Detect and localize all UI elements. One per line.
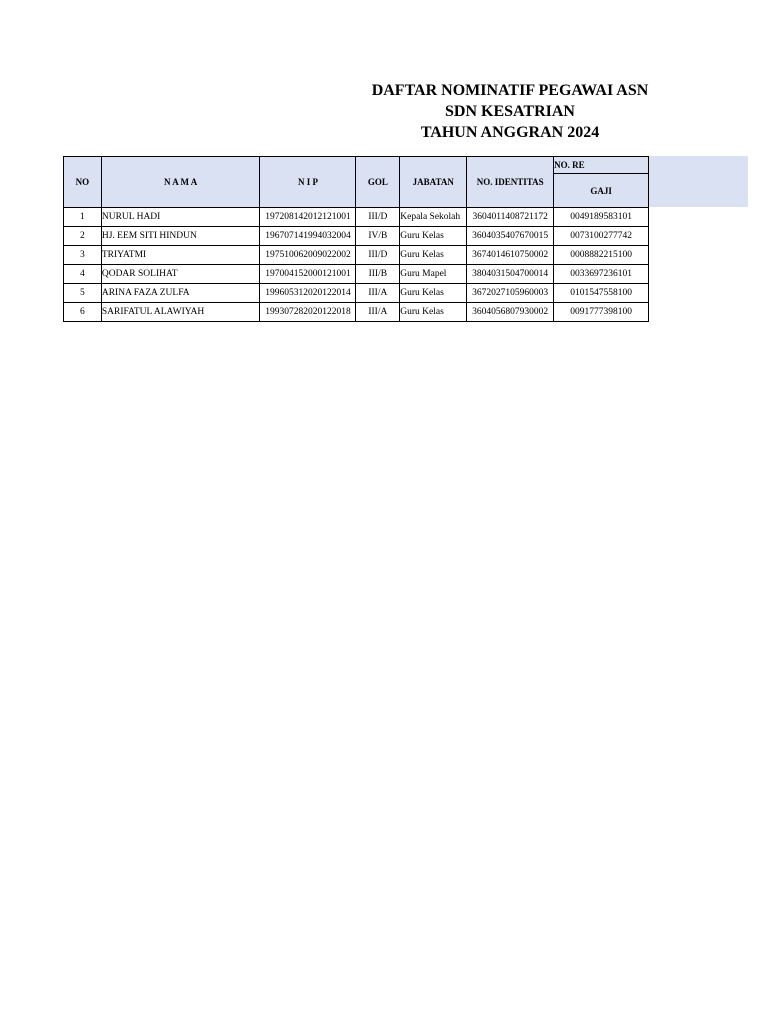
row-nama: NURUL HADI [101,208,260,227]
row-identitas: 3604011408721172 [467,208,554,227]
table-row [64,284,649,303]
row-gol: IV/B [356,227,400,246]
row-no: 2 [64,227,102,246]
header-gol: GOL [356,157,400,208]
row-gol: III/D [356,246,400,265]
row-jabatan: Guru Kelas [400,246,467,265]
header-identitas: NO. IDENTITAS [467,157,554,208]
table-row [64,246,649,265]
row-nip: 196707141994032004 [260,227,356,246]
header-band-overflow [649,156,748,207]
row-gaji: 0101547558100 [554,284,649,303]
row-jabatan: Guru Kelas [400,284,467,303]
row-gol: III/A [356,284,400,303]
header-nama: N A M A [101,157,260,208]
row-identitas: 3804031504700014 [467,265,554,284]
table-row [64,227,649,246]
row-identitas: 3604035407670015 [467,227,554,246]
row-nip: 197004152000121001 [260,265,356,284]
title-line-1: DAFTAR NOMINATIF PEGAWAI ASN [371,82,649,99]
row-nip: 199605312020122014 [260,284,356,303]
row-gol: III/A [356,303,400,322]
title-line-3: TAHUN ANGGRAN 2024 [420,124,600,141]
row-nama: ARINA FAZA ZULFA [101,284,260,303]
row-identitas: 3672027105960003 [467,284,554,303]
row-jabatan: Kepala Sekolah [400,208,467,227]
row-nip: 199307282020122018 [260,303,356,322]
row-identitas: 3604056807930002 [467,303,554,322]
header-gaji: GAJI [554,174,649,208]
title-line-2: SDN KESATRIAN [445,103,575,120]
employee-table [63,156,649,322]
row-jabatan: Guru Kelas [400,303,467,322]
row-jabatan: Guru Mapel [400,265,467,284]
row-nip: 197510062009022002 [260,246,356,265]
header-no: NO [64,157,102,208]
row-gol: III/B [356,265,400,284]
row-gaji: 0073100277742 [554,227,649,246]
document-title [300,80,649,143]
header-jabatan: JABATAN [400,157,467,208]
row-gaji: 0049189583101 [554,208,649,227]
row-nama: QODAR SOLIHAT [101,265,260,284]
row-jabatan: Guru Kelas [400,227,467,246]
row-gaji: 0033697236101 [554,265,649,284]
row-gaji: 0091777398100 [554,303,649,322]
header-nip: N I P [260,157,356,208]
header-no-rekening: NO. RE [554,157,649,174]
row-no: 6 [64,303,102,322]
table-row [64,208,649,227]
table-row [64,265,649,284]
row-no: 5 [64,284,102,303]
row-no: 3 [64,246,102,265]
row-no: 4 [64,265,102,284]
row-identitas: 3674014610750002 [467,246,554,265]
row-nip: 197208142012121001 [260,208,356,227]
row-no: 1 [64,208,102,227]
table-row [64,303,649,322]
row-nama: TRIYATMI [101,246,260,265]
row-gol: III/D [356,208,400,227]
row-nama: SARIFATUL ALAWIYAH [101,303,260,322]
row-gaji: 0008882215100 [554,246,649,265]
row-nama: HJ. EEM SITI HINDUN [101,227,260,246]
